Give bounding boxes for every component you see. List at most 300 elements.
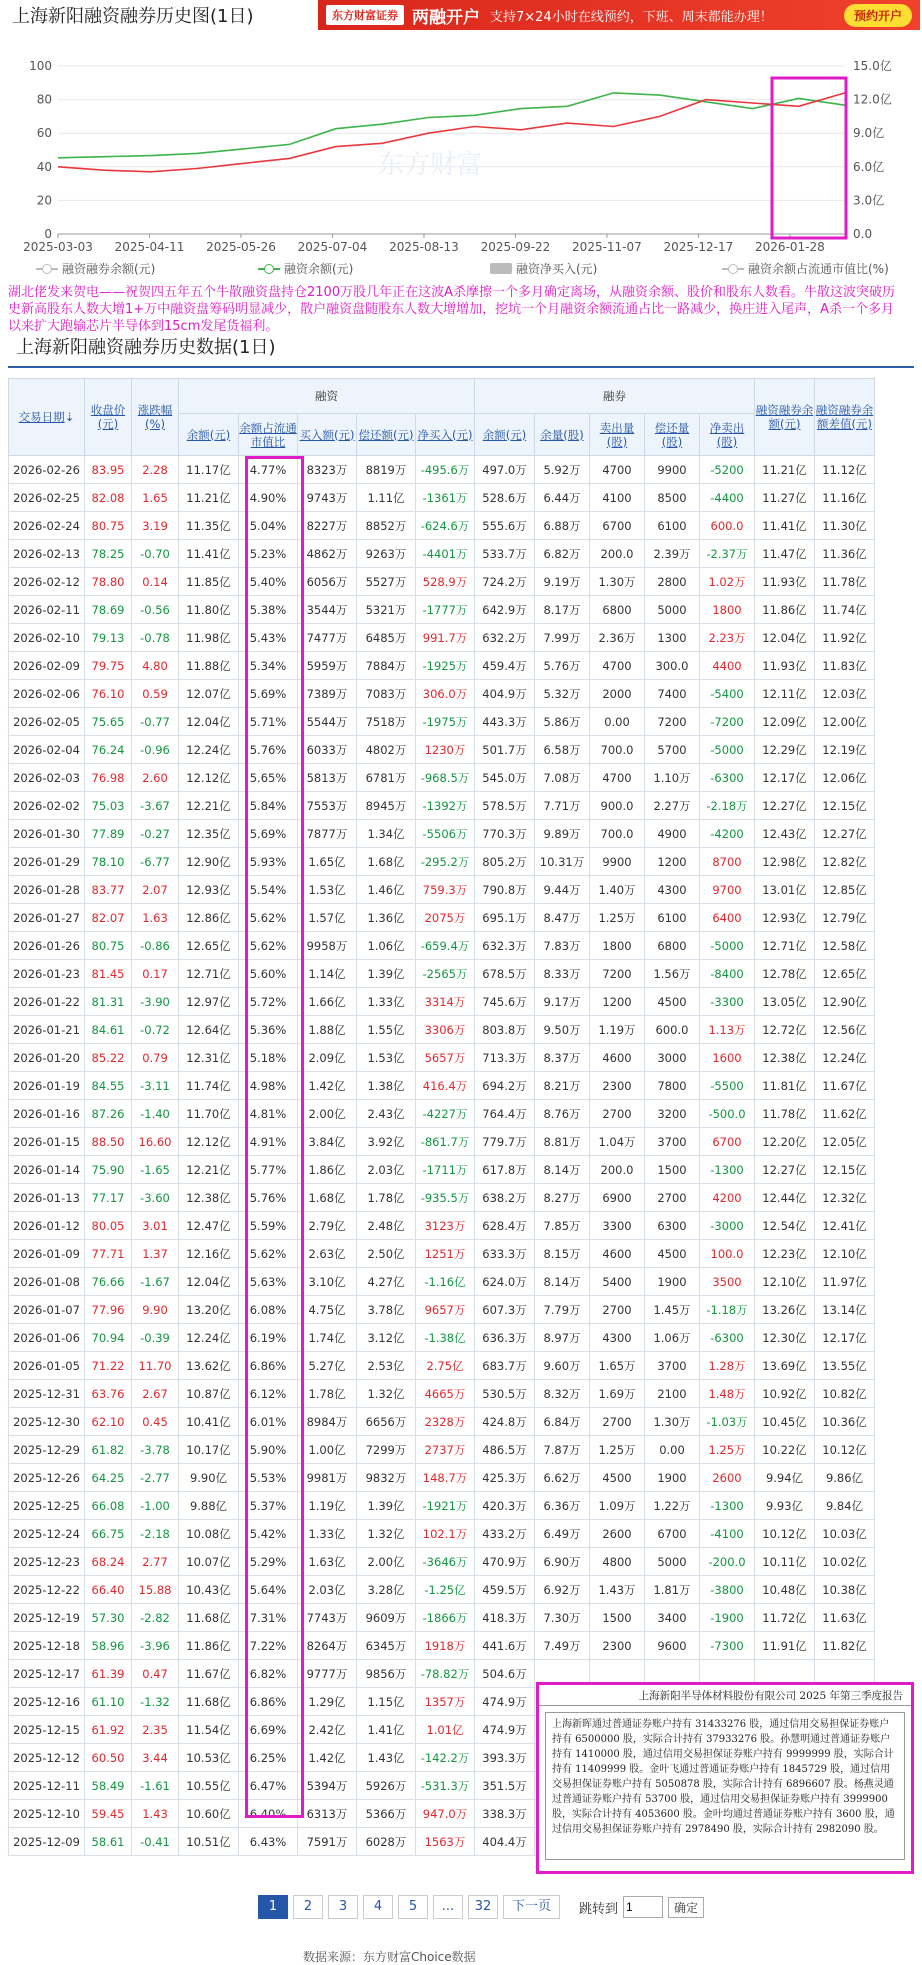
table-cell: 5.76% xyxy=(239,1184,298,1212)
table-cell: 11.54亿 xyxy=(179,1716,239,1744)
table-cell: 12.24亿 xyxy=(179,1324,239,1352)
table-cell: 1251万 xyxy=(416,1240,475,1268)
col-rq-balance[interactable]: 余额(元) xyxy=(475,414,535,456)
table-cell: 10.53亿 xyxy=(179,1744,239,1772)
table-row xyxy=(9,1380,875,1408)
table-cell: 694.2万 xyxy=(475,1072,535,1100)
table-cell: 61.10 xyxy=(85,1688,132,1716)
table-cell: 2000 xyxy=(590,680,645,708)
table-cell: 2026-01-20 xyxy=(9,1044,85,1072)
right-tick-label: 6.0亿 xyxy=(853,159,885,174)
table-cell: 6.86% xyxy=(239,1352,298,1380)
table-cell: 1.10万 xyxy=(645,764,700,792)
report-body: 上海新晖通过普通证券账户持有 31433276 股，通过信用交易担保证券账户持有 6500000 股，实际合计持有 37933276 股。孙慧明通过普通证券账户持有 1410000 股，通过信用交易担保证券账户持有 9999999 股，实际合计持有 11409999 股。金叶飞通过普通证券账户持有 1845729 股，通过信用交易担保证券账户持有 5050878 股，实际合计持有 6896607 股。杨燕灵通过普通证券账户持有 53700 股，通过信用交易担保证券账户持有 3999900 股，实际合计持有 4053600 股。金叶均通过普通证券账户持有 3600 股，通过信用交易担保证券账户持有 2978490 股，实际合计持有 2982090 股。 xyxy=(545,1712,905,1860)
page-link[interactable]: 2 xyxy=(293,1895,323,1919)
table-cell: 4300 xyxy=(645,876,700,904)
table-cell: 1500 xyxy=(590,1604,645,1632)
table-cell: 4.90% xyxy=(239,484,298,512)
pagination xyxy=(258,1895,704,1919)
col-rz-net[interactable]: 净买入(元) xyxy=(416,414,475,456)
table-cell: 9958万 xyxy=(298,932,357,960)
table-cell: 474.9万 xyxy=(475,1688,535,1716)
table-cell: 12.30亿 xyxy=(755,1324,815,1352)
table-cell: 5.76% xyxy=(239,736,298,764)
table-cell: -1975万 xyxy=(416,708,475,736)
table-cell: 84.55 xyxy=(85,1072,132,1100)
table-cell: 6100 xyxy=(645,512,700,540)
table-cell: -4100 xyxy=(700,1520,755,1548)
table-cell: 6.86% xyxy=(239,1688,298,1716)
table-cell: 9.90 xyxy=(132,1296,179,1324)
table-cell: 9.86亿 xyxy=(815,1464,875,1492)
table-cell: 9743万 xyxy=(298,484,357,512)
table-row xyxy=(9,708,875,736)
table-cell: -5000 xyxy=(700,932,755,960)
table-cell: 3.92亿 xyxy=(357,1128,416,1156)
table-cell: 1.37 xyxy=(132,1240,179,1268)
table-cell: 10.51亿 xyxy=(179,1828,239,1856)
table-cell: 2025-12-11 xyxy=(9,1772,85,1800)
col-rz-ratio[interactable]: 余额占流通市值比 xyxy=(239,414,298,456)
table-cell: 66.40 xyxy=(85,1576,132,1604)
table-cell: 1357万 xyxy=(416,1688,475,1716)
table-cell: 5.34% xyxy=(239,652,298,680)
table-cell: 12.65亿 xyxy=(179,932,239,960)
table-cell: 12.09亿 xyxy=(755,708,815,736)
table-cell: 12.27亿 xyxy=(755,1156,815,1184)
table-cell: 1.02万 xyxy=(700,568,755,596)
table-cell: 3.44 xyxy=(132,1744,179,1772)
table-cell: 5.27亿 xyxy=(298,1352,357,1380)
table-cell: 2025-12-18 xyxy=(9,1632,85,1660)
table-cell: 80.75 xyxy=(85,932,132,960)
table-cell: 87.26 xyxy=(85,1100,132,1128)
table-cell: 5.90% xyxy=(239,1436,298,1464)
table-cell: 10.43亿 xyxy=(179,1576,239,1604)
jump-go-button[interactable]: 确定 xyxy=(668,1897,704,1918)
table-cell: 4700 xyxy=(590,652,645,680)
table-cell: 12.65亿 xyxy=(815,960,875,988)
x-tick-label: 2025-11-07 xyxy=(572,240,642,254)
table-cell: -3646万 xyxy=(416,1548,475,1576)
group-margin-buy: 融资 xyxy=(179,379,475,414)
page-link[interactable]: ... xyxy=(433,1895,463,1919)
table-cell: 1600 xyxy=(700,1044,755,1072)
col-balance-diff[interactable]: 融资融券余额差值(元) xyxy=(815,379,875,456)
table-cell: 9777万 xyxy=(298,1660,357,1688)
open-account-button[interactable]: 预约开户 xyxy=(844,4,912,27)
table-cell: 632.2万 xyxy=(475,624,535,652)
table-cell: 404.4万 xyxy=(475,1828,535,1856)
table-cell: 10.31万 xyxy=(535,848,590,876)
table-cell: 4802万 xyxy=(357,736,416,764)
legend-label: 融资余额占流通市值比(%) xyxy=(748,262,889,276)
table-cell: 4100 xyxy=(590,484,645,512)
table-cell: 10.38亿 xyxy=(815,1576,875,1604)
page-link[interactable]: 5 xyxy=(398,1895,428,1919)
table-cell: 12.00亿 xyxy=(815,708,875,736)
page-link[interactable]: 4 xyxy=(363,1895,393,1919)
chart-watermark: 东方财富 xyxy=(377,150,483,180)
col-date[interactable]: 交易日期⇣ xyxy=(9,379,85,456)
table-cell: 7477万 xyxy=(298,624,357,652)
table-cell: 9.17万 xyxy=(535,988,590,1016)
table-cell: 6700 xyxy=(590,512,645,540)
table-cell: 5.93% xyxy=(239,848,298,876)
table-cell: 2600 xyxy=(590,1520,645,1548)
legend-item[interactable] xyxy=(722,260,889,277)
col-close[interactable]: 收盘价(元) xyxy=(85,379,132,456)
table-row xyxy=(9,1464,875,1492)
table-cell: 7200 xyxy=(590,960,645,988)
table-cell: 700.0 xyxy=(590,820,645,848)
table-cell: 12.04亿 xyxy=(179,1268,239,1296)
table-cell: 900.0 xyxy=(590,792,645,820)
left-axis xyxy=(29,59,52,241)
table-cell: 1.34亿 xyxy=(357,820,416,848)
table-cell: -1900 xyxy=(700,1604,755,1632)
table-cell: 4600 xyxy=(590,1240,645,1268)
table-cell: 2026-01-21 xyxy=(9,1016,85,1044)
table-cell: 1.04万 xyxy=(590,1128,645,1156)
user-annotation: 湖北佬发来贺电——祝贺四五年五个牛散融资盘持仓2100万股几年正在这波A杀摩擦一个多月确定离场，从融资余额、股价和股东人数看。牛散这波突破历史新高股东人数大增1+万中融资盘筹码明显减少，散户融资盘随股东人数大增增加，挖坑一个月融资余额流通占比一路减少，换庄进入尾声，A杀一个多月以来扩大跑输芯片半导体到15cm发尾货福利。 xyxy=(8,285,895,334)
next-page-button[interactable]: 下一页 xyxy=(503,1895,560,1919)
table-cell: 11.47亿 xyxy=(755,540,815,568)
table-cell: 1.43 xyxy=(132,1800,179,1828)
table-cell: 6028万 xyxy=(357,1828,416,1856)
table-cell: 2025-12-24 xyxy=(9,1520,85,1548)
table-cell: 4500 xyxy=(590,1464,645,1492)
table-cell: 12.44亿 xyxy=(755,1184,815,1212)
quarterly-report-excerpt xyxy=(536,1682,914,1874)
col-rz-buy[interactable]: 买入额(元) xyxy=(298,414,357,456)
table-cell: 6.88万 xyxy=(535,512,590,540)
table-cell: -3.90 xyxy=(132,988,179,1016)
table-cell: 83.95 xyxy=(85,456,132,484)
table-cell: 5926万 xyxy=(357,1772,416,1800)
table-cell: 9.93亿 xyxy=(755,1492,815,1520)
chart-legend xyxy=(0,258,922,278)
table-cell: 9.50万 xyxy=(535,1016,590,1044)
table-cell: 1.68亿 xyxy=(298,1184,357,1212)
table-cell: 10.55亿 xyxy=(179,1772,239,1800)
table-cell: 11.62亿 xyxy=(815,1100,875,1128)
table-cell: -935.5万 xyxy=(416,1184,475,1212)
table-cell: 8852万 xyxy=(357,512,416,540)
table-cell: 9981万 xyxy=(298,1464,357,1492)
legend-label: 融资融券余额(元) xyxy=(62,262,156,276)
table-cell: 12.38亿 xyxy=(755,1044,815,1072)
table-cell: 7743万 xyxy=(298,1604,357,1632)
table-cell: 5.76万 xyxy=(535,652,590,680)
table-cell: 1.78亿 xyxy=(298,1380,357,1408)
table-cell: 10.48亿 xyxy=(755,1576,815,1604)
table-cell: 5.42% xyxy=(239,1520,298,1548)
table-cell: -1.67 xyxy=(132,1268,179,1296)
table-cell: 4665万 xyxy=(416,1380,475,1408)
table-cell: -1392万 xyxy=(416,792,475,820)
x-tick-label: 2025-07-04 xyxy=(297,240,368,254)
table-cell: 6300 xyxy=(645,1212,700,1240)
table-cell: 1.48万 xyxy=(700,1380,755,1408)
page-link[interactable]: 1 xyxy=(258,1895,288,1919)
table-cell: 624.0万 xyxy=(475,1268,535,1296)
table-cell: 12.17亿 xyxy=(755,764,815,792)
col-rq-net[interactable]: 净卖出(股) xyxy=(700,414,755,456)
table-cell: 1.43亿 xyxy=(357,1744,416,1772)
table-cell: 1.09万 xyxy=(590,1492,645,1520)
legend-circle-icon xyxy=(722,268,744,270)
table-cell: 61.82 xyxy=(85,1436,132,1464)
table-cell: 12.24亿 xyxy=(179,736,239,764)
table-cell: -3.60 xyxy=(132,1184,179,1212)
col-rq-repay[interactable]: 偿还量(股) xyxy=(645,414,700,456)
table-cell: 12.41亿 xyxy=(815,1212,875,1240)
table-cell: 0.00 xyxy=(590,708,645,736)
col-rz-repay[interactable]: 偿还额(元) xyxy=(357,414,416,456)
table-cell: 5.38% xyxy=(239,596,298,624)
table-cell: 2700 xyxy=(590,1100,645,1128)
table-cell: 11.78亿 xyxy=(815,568,875,596)
table-cell: 1.39亿 xyxy=(357,960,416,988)
table-cell: 5.59% xyxy=(239,1212,298,1240)
table-cell: 4700 xyxy=(590,764,645,792)
table-cell: 12.98亿 xyxy=(755,848,815,876)
table-cell: 2026-02-13 xyxy=(9,540,85,568)
table-row xyxy=(9,792,875,820)
margin-history-chart[interactable] xyxy=(0,48,922,258)
table-cell: 12.32亿 xyxy=(815,1184,875,1212)
table-cell: 4.98% xyxy=(239,1072,298,1100)
table-cell: -1.03万 xyxy=(700,1408,755,1436)
jump-input[interactable] xyxy=(623,1896,663,1918)
col-change[interactable]: 涨跌幅(%) xyxy=(132,379,179,456)
table-cell: 0.79 xyxy=(132,1044,179,1072)
table-cell: 8227万 xyxy=(298,512,357,540)
table-cell: 1.56万 xyxy=(645,960,700,988)
table-cell: -2565万 xyxy=(416,960,475,988)
table-cell: 63.76 xyxy=(85,1380,132,1408)
table-row xyxy=(9,680,875,708)
table-cell: 4700 xyxy=(590,456,645,484)
banner-text: 支持7×24小时在线预约，下班、周末都能办理！ xyxy=(490,9,773,25)
table-cell: 545.0万 xyxy=(475,764,535,792)
table-row xyxy=(9,1240,875,1268)
table-row xyxy=(9,848,875,876)
table-cell: 607.3万 xyxy=(475,1296,535,1324)
table-cell: 433.2万 xyxy=(475,1520,535,1548)
table-cell: 6781万 xyxy=(357,764,416,792)
table-cell: 11.30亿 xyxy=(815,512,875,540)
table-cell: 200.0 xyxy=(590,1156,645,1184)
promo-banner[interactable] xyxy=(318,0,920,30)
table-cell: 10.11亿 xyxy=(755,1548,815,1576)
table-cell: 9.60万 xyxy=(535,1352,590,1380)
table-cell: -5000 xyxy=(700,736,755,764)
table-cell: -3.67 xyxy=(132,792,179,820)
table-cell: 0.45 xyxy=(132,1408,179,1436)
table-cell: 2.50亿 xyxy=(357,1240,416,1268)
table-cell: 6700 xyxy=(645,1520,700,1548)
table-cell: 11.67亿 xyxy=(179,1660,239,1688)
table-cell: -1300 xyxy=(700,1156,755,1184)
table-cell: 78.25 xyxy=(85,540,132,568)
table-cell: 497.0万 xyxy=(475,456,535,484)
x-tick-label: 2026-01-28 xyxy=(755,240,825,254)
table-cell: 9.94亿 xyxy=(755,1464,815,1492)
table-cell: 4.27亿 xyxy=(357,1268,416,1296)
table-cell: -1.61 xyxy=(132,1772,179,1800)
table-row xyxy=(9,1184,875,1212)
table-cell: 5.65% xyxy=(239,764,298,792)
table-cell: 9657万 xyxy=(416,1296,475,1324)
table-cell: 5400 xyxy=(590,1268,645,1296)
table-cell: 2.09亿 xyxy=(298,1044,357,1072)
table-cell: 62.10 xyxy=(85,1408,132,1436)
table-cell: 474.9万 xyxy=(475,1716,535,1744)
table-row xyxy=(9,1352,875,1380)
legend-item[interactable] xyxy=(258,260,353,277)
table-cell: 416.4万 xyxy=(416,1072,475,1100)
table-row xyxy=(9,820,875,848)
table-cell: 2026-01-29 xyxy=(9,848,85,876)
table-cell: 11.36亿 xyxy=(815,540,875,568)
table-cell: 6656万 xyxy=(357,1408,416,1436)
col-rz-balance[interactable]: 余额(元) xyxy=(179,414,239,456)
table-cell: 102.1万 xyxy=(416,1520,475,1548)
table-cell: 11.74亿 xyxy=(179,1072,239,1100)
table-cell: 1.81万 xyxy=(645,1576,700,1604)
table-cell: 9856万 xyxy=(357,1660,416,1688)
table-cell: 70.94 xyxy=(85,1324,132,1352)
table-cell: -5200 xyxy=(700,456,755,484)
table-cell: 9609万 xyxy=(357,1604,416,1632)
table-cell: 2026-01-22 xyxy=(9,988,85,1016)
table-cell: 2025-12-16 xyxy=(9,1688,85,1716)
table-cell: 6.01% xyxy=(239,1408,298,1436)
page-link[interactable]: 3 xyxy=(328,1895,358,1919)
table-cell: -5500 xyxy=(700,1072,755,1100)
table-cell: 12.05亿 xyxy=(815,1128,875,1156)
table-cell: 5813万 xyxy=(298,764,357,792)
table-cell: -8400 xyxy=(700,960,755,988)
table-cell: 76.24 xyxy=(85,736,132,764)
table-cell: 12.97亿 xyxy=(179,988,239,1016)
table-cell: 2.48亿 xyxy=(357,1212,416,1240)
table-cell: 200.0 xyxy=(590,540,645,568)
table-cell: 13.20亿 xyxy=(179,1296,239,1324)
table-cell: 5.62% xyxy=(239,932,298,960)
col-rq-volume[interactable]: 余量(股) xyxy=(535,414,590,456)
table-cell: -4400 xyxy=(700,484,755,512)
table-cell: 5544万 xyxy=(298,708,357,736)
legend-item[interactable] xyxy=(490,260,597,277)
table-cell: 6700 xyxy=(700,1128,755,1156)
table-cell: 12.12亿 xyxy=(179,764,239,792)
table-cell: 7299万 xyxy=(357,1436,416,1464)
table-cell: 2026-01-23 xyxy=(9,960,85,988)
table-cell: 2025-12-12 xyxy=(9,1744,85,1772)
table-cell: 6.92万 xyxy=(535,1576,590,1604)
table-cell: 1563万 xyxy=(416,1828,475,1856)
table-cell: 0.00 xyxy=(645,1436,700,1464)
table-cell: 745.6万 xyxy=(475,988,535,1016)
table-cell: -1.18万 xyxy=(700,1296,755,1324)
col-rq-sell[interactable]: 卖出量(股) xyxy=(590,414,645,456)
table-cell: 2.00亿 xyxy=(298,1100,357,1128)
table-cell: 9.44万 xyxy=(535,876,590,904)
legend-item[interactable] xyxy=(36,260,155,277)
table-cell: 12.12亿 xyxy=(179,1128,239,1156)
table-cell: 12.79亿 xyxy=(815,904,875,932)
table-cell: 13.26亿 xyxy=(755,1296,815,1324)
table-cell: -1921万 xyxy=(416,1492,475,1520)
table-cell: 7200 xyxy=(645,708,700,736)
page-link[interactable]: 32 xyxy=(468,1895,498,1919)
table-cell: 10.45亿 xyxy=(755,1408,815,1436)
table-row xyxy=(9,596,875,624)
table-row xyxy=(9,484,875,512)
table-cell: 13.14亿 xyxy=(815,1296,875,1324)
table-cell: 11.41亿 xyxy=(179,540,239,568)
table-cell: 1230万 xyxy=(416,736,475,764)
table-cell: 11.68亿 xyxy=(179,1688,239,1716)
table-row xyxy=(9,1492,875,1520)
table-cell: 5.40% xyxy=(239,568,298,596)
table-cell: 11.93亿 xyxy=(755,652,815,680)
table-row xyxy=(9,624,875,652)
table-cell: 11.21亿 xyxy=(179,484,239,512)
table-cell: -78.82万 xyxy=(416,1660,475,1688)
table-cell: 11.35亿 xyxy=(179,512,239,540)
table-cell: 9.90亿 xyxy=(179,1464,239,1492)
table-cell: 1.19万 xyxy=(590,1016,645,1044)
table-cell: 12.43亿 xyxy=(755,820,815,848)
table-cell: -1.65 xyxy=(132,1156,179,1184)
margin-history-table xyxy=(8,378,875,1856)
table-cell: 7389万 xyxy=(298,680,357,708)
table-cell: 533.7万 xyxy=(475,540,535,568)
right-tick-label: 9.0亿 xyxy=(853,126,885,141)
table-cell: -3000 xyxy=(700,1212,755,1240)
table-cell: 12.07亿 xyxy=(179,680,239,708)
table-cell: 8.14万 xyxy=(535,1156,590,1184)
table-row xyxy=(9,1212,875,1240)
table-cell: 1200 xyxy=(645,848,700,876)
table-cell: 420.3万 xyxy=(475,1492,535,1520)
table-cell: 12.16亿 xyxy=(179,1240,239,1268)
table-cell: 6033万 xyxy=(298,736,357,764)
table-cell: 5700 xyxy=(645,736,700,764)
table-cell: 81.31 xyxy=(85,988,132,1016)
table-cell: 5.37% xyxy=(239,1492,298,1520)
table-cell: -5506万 xyxy=(416,820,475,848)
table-cell: 5.77% xyxy=(239,1156,298,1184)
table-cell: -1711万 xyxy=(416,1156,475,1184)
table-cell: 2026-02-12 xyxy=(9,568,85,596)
table-cell: 628.4万 xyxy=(475,1212,535,1240)
table-cell: 11.27亿 xyxy=(755,484,815,512)
col-total-balance[interactable]: 融资融券余额(元) xyxy=(755,379,815,456)
table-cell: 8500 xyxy=(645,484,700,512)
table-cell: 12.82亿 xyxy=(815,848,875,876)
table-cell: 2328万 xyxy=(416,1408,475,1436)
table-cell: 80.75 xyxy=(85,512,132,540)
table-cell: 0.17 xyxy=(132,960,179,988)
table-cell: 11.97亿 xyxy=(815,1268,875,1296)
table-cell: -861.7万 xyxy=(416,1128,475,1156)
table-row xyxy=(9,1044,875,1072)
